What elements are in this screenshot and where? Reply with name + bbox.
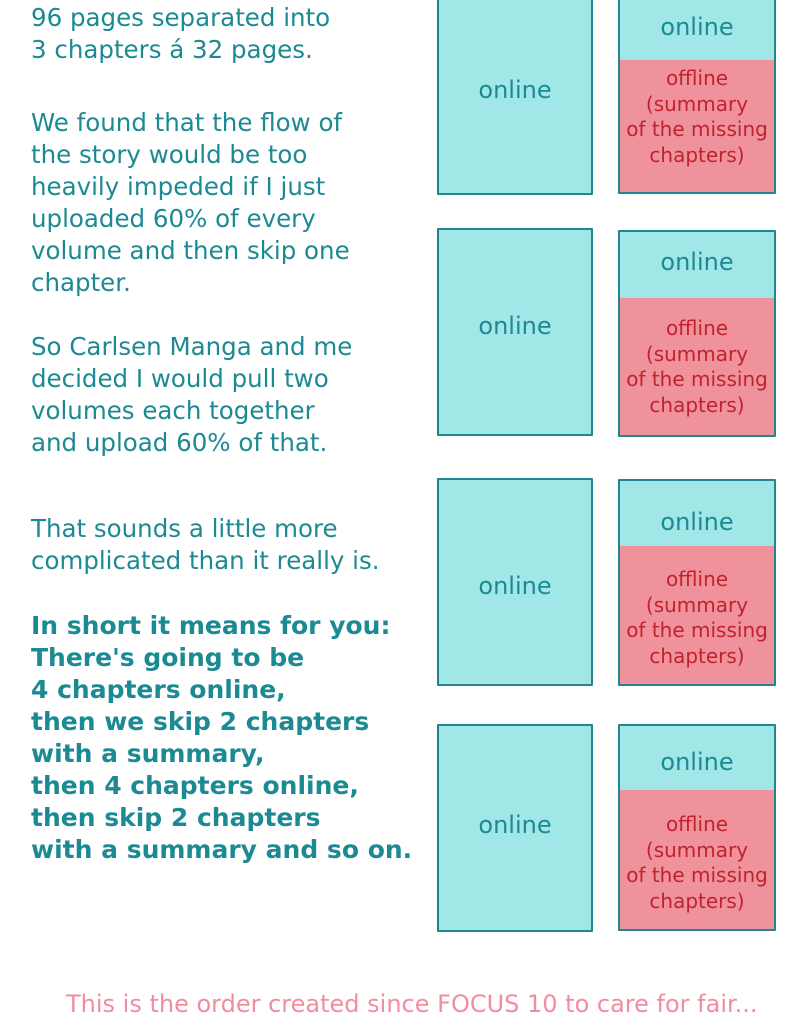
online-label: online [478, 76, 552, 104]
split-volume-panel-2 [618, 230, 776, 437]
paragraph-complicated: That sounds a little more complicated than it really is. [31, 514, 380, 575]
online-label: online [660, 13, 734, 41]
online-volume-panel-4 [437, 724, 593, 932]
online-label: online [478, 572, 552, 600]
online-label: online [660, 748, 734, 776]
online-label: online [660, 248, 734, 276]
offline-summary-label: offline (summary of the missing chapters) [626, 812, 768, 913]
split-volume-panel-1 [618, 0, 776, 194]
online-label: online [478, 312, 552, 340]
offline-summary-label: offline (summary of the missing chapters) [626, 567, 768, 668]
split-volume-panel-3 [618, 479, 776, 686]
online-volume-panel-3 [437, 478, 593, 686]
online-volume-panel-2 [437, 228, 593, 436]
paragraph-carlsen: So Carlsen Manga and me decided I would pull two volumes each together and upload 60% of that. [31, 332, 353, 457]
paragraph-summary-bold: In short it means for you: There's going to be 4 chapters online, then we skip 2 chapters with a summary, then 4 chapters online, then skip 2 chapters with a summary and so on. [31, 611, 413, 864]
footer-text: This is the order created since FOCUS 10 to care for fair... [66, 990, 758, 1018]
online-label: online [660, 508, 734, 536]
online-volume-panel-1 [437, 0, 593, 195]
online-label: online [478, 811, 552, 839]
paragraph-flow: We found that the flow of the story would be too heavily impeded if I just uploaded 60% of every volume and then skip one chapter. [31, 108, 350, 297]
offline-summary-label: offline (summary of the missing chapters) [626, 316, 768, 417]
offline-summary-label: offline (summary of the missing chapters) [626, 66, 768, 167]
split-volume-panel-4 [618, 724, 776, 931]
paragraph-pages: 96 pages separated into 3 chapters á 32 pages. [31, 3, 331, 64]
